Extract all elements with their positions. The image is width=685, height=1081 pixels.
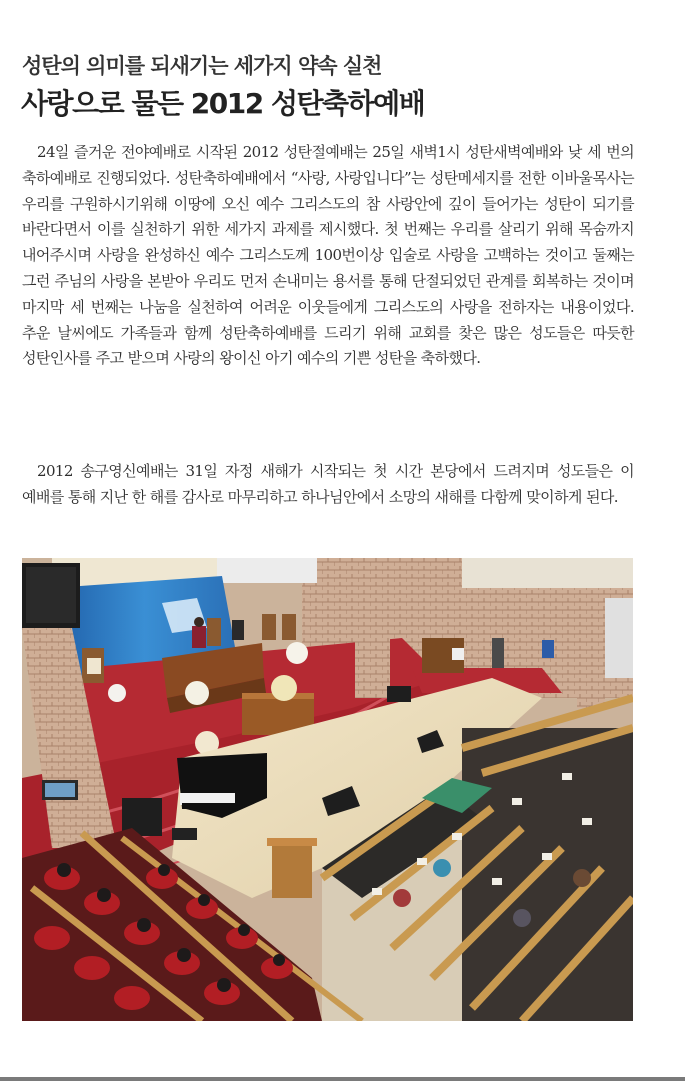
paragraph-text: 2012 송구영신예배는 31일 자정 새해가 시작되는 첫 시간 본당에서 드려지며 성도들은 이 예배를 통해 지난 한 해를 감사로 마무리하고 하나님안에서 소망의 새해를 다함께 맞이하게 된다. [22,462,634,506]
page-bottom-border [0,1077,685,1081]
paragraph-text: 24일 즐거운 전야예배로 시작된 2012 성탄절예배는 25일 새벽1시 성탄새벽예배와 낮 세 번의 축하예배로 진행되었다. 성탄축하예배에서 “사랑, 사랑입니다”는 성탄메세지를 전한 이바울목사는 우리를 구원하시기위해 이땅에 오신 예수 그리스도의 참 사랑안에 깊이 들어가는 성탄이 되기를 바란다면서 이를 실천하기 위한 세가지 과제를 제시했다. 첫 번째는 우리를 살리기 위해 목숨까지 내어주시며 사랑을 완성하신 예수 그리스도께 100번이상 입술로 사랑을 고백하는 것이고 둘째는 그런 주님의 사랑을 본받아 우리도 먼저 손내미는 용서를 통해 단절되었던 관계를 회복하는 것이며 마지막 세 번째는 나눔을 실천하여 어려운 이웃들에게 그리스도의 사랑을 전하자는 내용이었다. 추운 날씨에도 가족들과 함께 성탄축하예배를 드리기 위해 교회를 찾은 많은 성도들은 따듯한 성탄인사를 주고 받으며 사랑의 왕이신 아기 예수의 기쁜 성탄을 축하했다. [22,143,634,368]
article-subtitle: 성탄의 의미를 되새기는 세가지 약속 실천 [22,54,382,78]
sanctuary-illustration [22,558,633,1021]
article-body-paragraph-2 [22,459,634,511]
church-service-photo [22,558,633,1021]
article-title: 사랑으로 물든 2012 성탄축하예배 [21,87,425,120]
article-body-paragraph-1 [22,140,634,372]
